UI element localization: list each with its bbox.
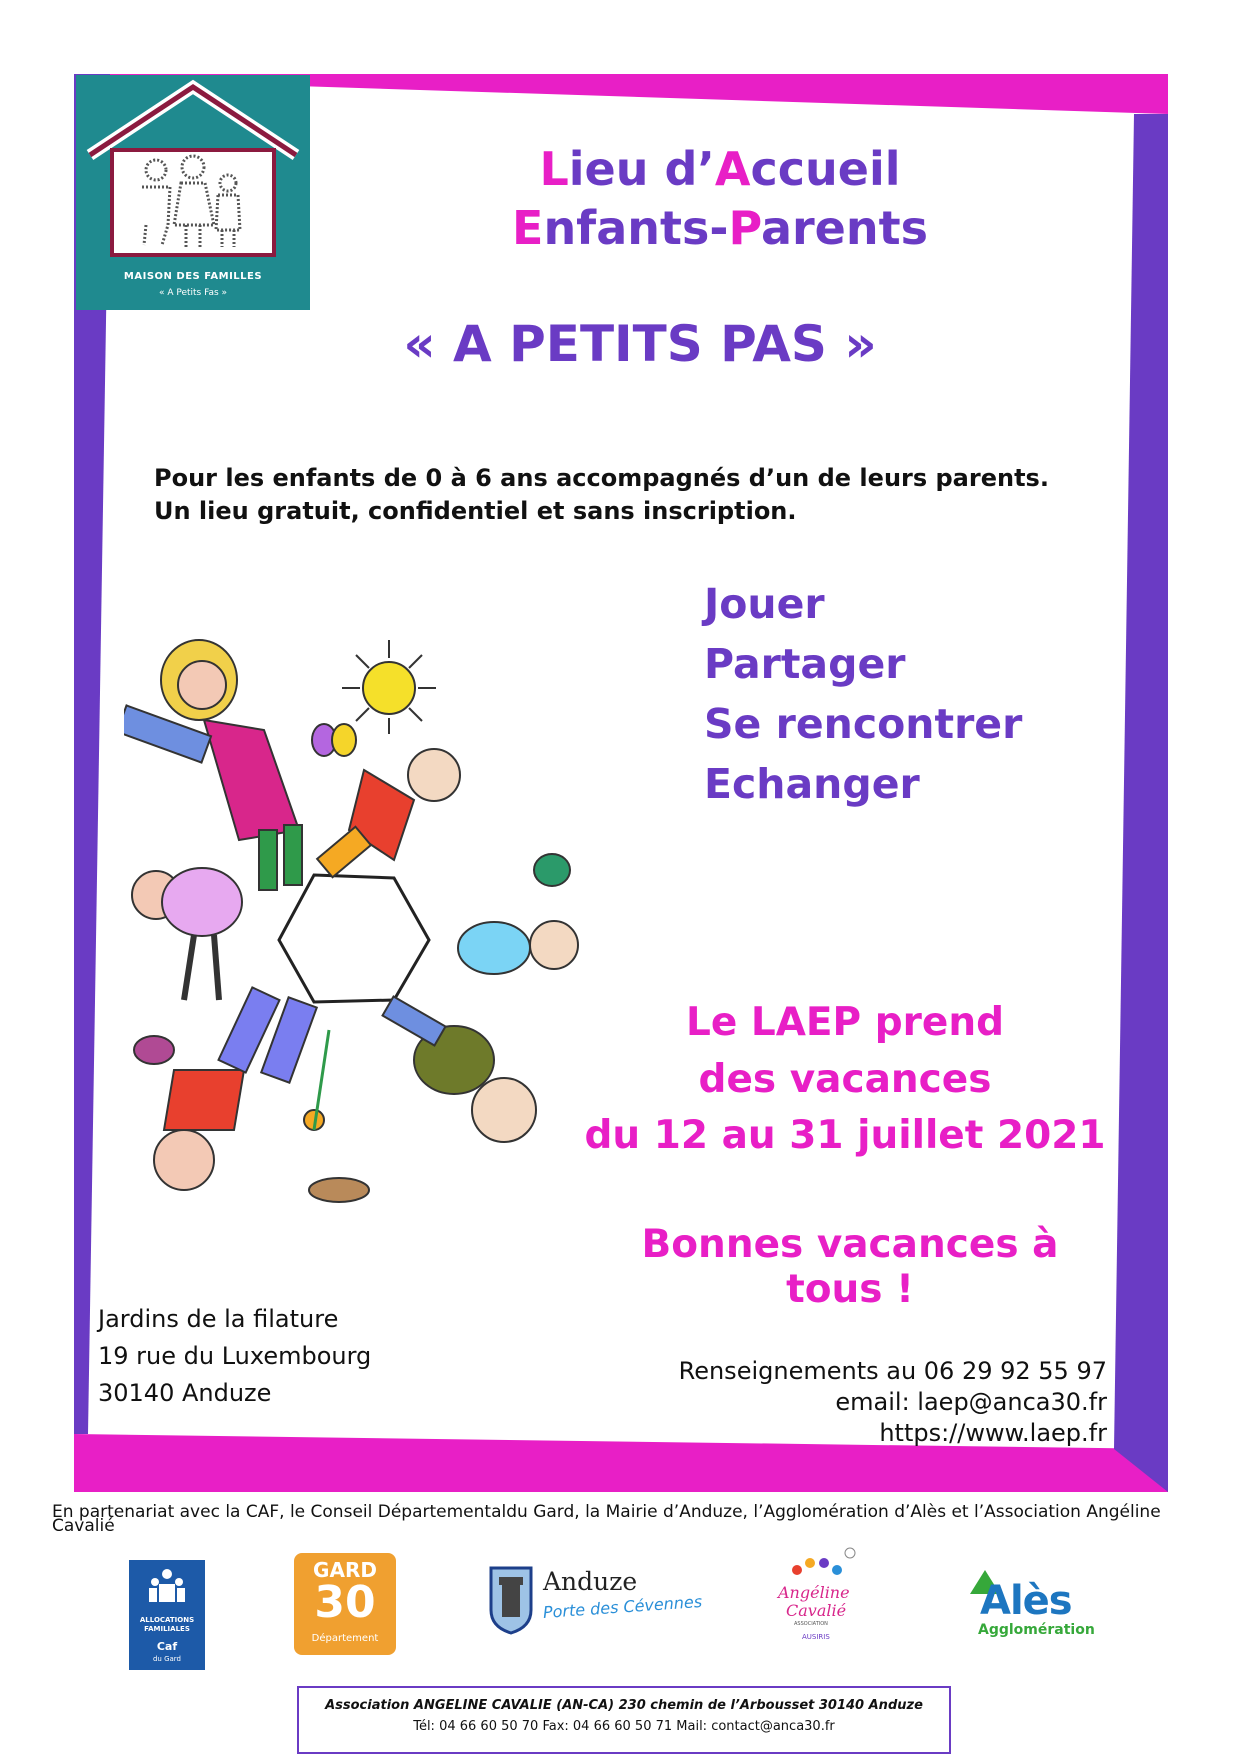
- angeline-cavalie-logo: Angéline Cavalié ASSOCIATION AUSIRIS: [772, 1545, 862, 1650]
- address-line-1: Jardins de la filature: [98, 1305, 339, 1333]
- activity-jouer: Jouer: [704, 580, 825, 628]
- title-line-1: Lieu d’Accueil: [539, 142, 901, 196]
- logo-subcaption: « A Petits Fas »: [158, 288, 228, 298]
- contact-email[interactable]: email: laep@anca30.fr: [835, 1388, 1107, 1416]
- anduze-logo: [488, 1565, 718, 1635]
- footer-contacts: Tél: 04 66 60 50 70 Fax: 04 66 60 50 71 Mail: contact@anca30.fr: [413, 1719, 835, 1734]
- vacation-wish: Bonnes vacances à tous !: [641, 1222, 1059, 1312]
- contact-website[interactable]: https://www.laep.fr: [879, 1419, 1107, 1447]
- intro-line-2: Un lieu gratuit, confidentiel et sans inscription.: [154, 497, 797, 525]
- program-name: « A PETITS PAS »: [403, 315, 877, 373]
- anduze-tagline: Porte des Cévennes: [542, 1591, 703, 1622]
- logo-caption: MAISON DES FAMILLES: [123, 271, 263, 282]
- caf-logo: ALLOCATIONS FAMILIALES Caf du Gard: [129, 1560, 205, 1670]
- activity-echanger: Echanger: [704, 760, 920, 808]
- anduze-name: Anduze: [543, 1567, 638, 1596]
- ales-agglomeration-logo: Alès Agglomération: [968, 1570, 1108, 1640]
- contact-phone: Renseignements au 06 29 92 55 97: [678, 1357, 1107, 1385]
- vacation-line-1: Le LAEP prend: [686, 1000, 1004, 1045]
- intro-text: [154, 462, 1049, 528]
- activity-partager: Partager: [704, 640, 906, 688]
- address-line-3: 30140 Anduze: [98, 1379, 272, 1407]
- children-circle-drawing: [124, 630, 594, 1220]
- vacation-line-2: des vacances: [698, 1057, 992, 1102]
- partners-text: En partenariat avec la CAF, le Conseil Départementaldu Gard, la Mairie d’Anduze, l’Agglomération d’Alès et l’Association Angéline Cavalié: [52, 1502, 1161, 1536]
- gard-30-logo: GARD 30 Département: [294, 1553, 396, 1655]
- vacation-dates: du 12 au 31 juillet 2021: [584, 1113, 1106, 1158]
- association-footer: [297, 1686, 951, 1754]
- address-line-2: 19 rue du Luxembourg: [98, 1342, 372, 1370]
- intro-line-1: Pour les enfants de 0 à 6 ans accompagnés d’un de leurs parents.: [154, 464, 1049, 492]
- title-line-2: Enfants-Parents: [512, 201, 928, 255]
- activity-se-rencontrer: Se rencontrer: [704, 700, 1023, 748]
- footer-association-address: Association ANGELINE CAVALIE (AN-CA) 230 chemin de l’Arbousset 30140 Anduze: [325, 1698, 923, 1713]
- maison-des-familles-logo: [76, 75, 310, 310]
